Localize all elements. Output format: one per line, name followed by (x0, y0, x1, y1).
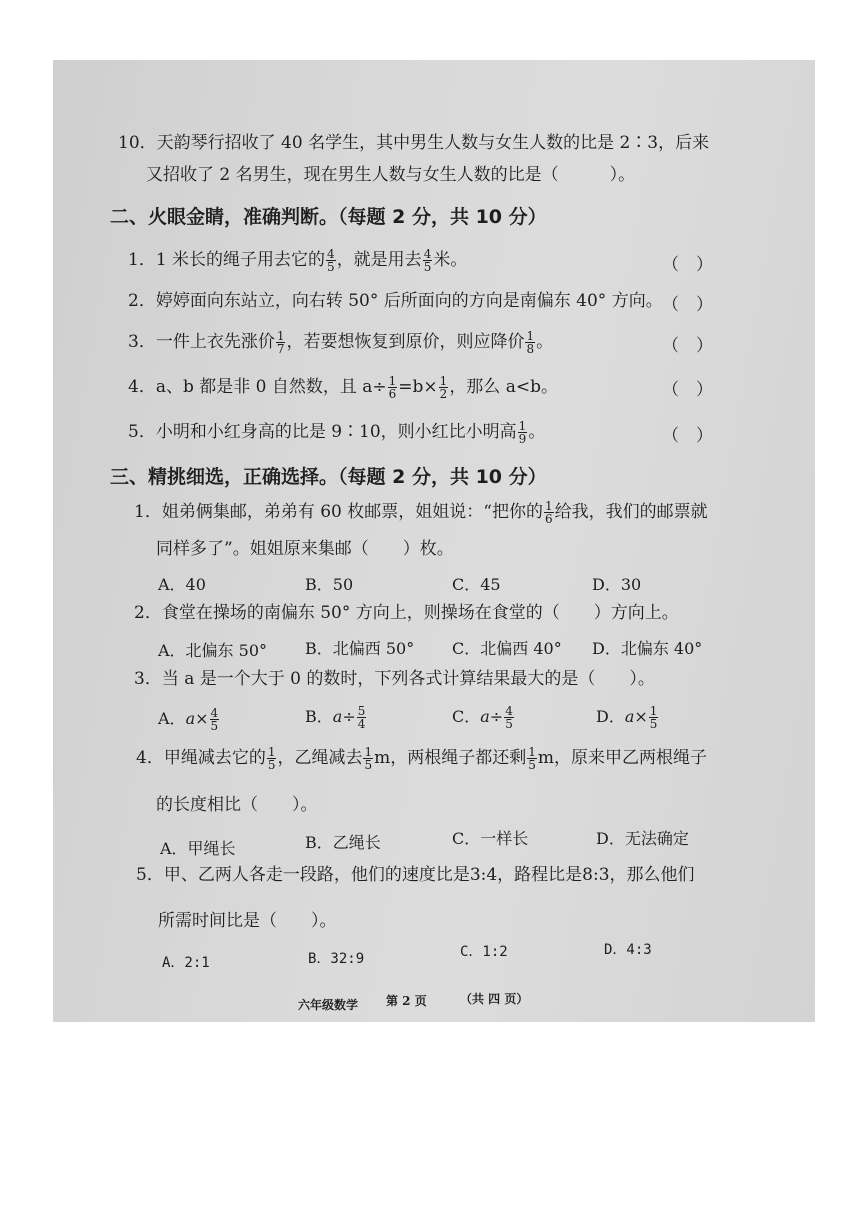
fraction: $\frac{1}{8}$ (526, 329, 535, 356)
q3-option-b[interactable]: B．a÷ $\frac{5}{4}$ (305, 704, 366, 731)
fraction: $\frac{1}{5}$ (364, 745, 373, 772)
answer-blank[interactable]: （ ） (662, 255, 713, 275)
q5-option-c[interactable]: C．1:2 (460, 944, 508, 960)
answer-blank[interactable]: （ ） (662, 426, 713, 446)
s2-item1: 1．1 米长的绳子用去它的 $\frac{4}{5}$ ，就是用去 $\frac{4}{5}$ 米。 (128, 247, 468, 274)
fraction: $\frac{1}{9}$ (518, 419, 527, 446)
q10-line2: 又招收了 2 名男生，现在男生人数与女生人数的比是（ ）。 (146, 165, 636, 185)
answer-blank[interactable]: （ ） (662, 295, 713, 315)
s2-item2: 2．婷婷面向东站立，向右转 50° 后所面向的方向是南偏东 40° 方向。 (128, 291, 663, 311)
s3-q4-line1: 4．甲绳减去它的 $\frac{1}{5}$ ，乙绳减去 $\frac{1}{5}$ m，两根绳子都还剩 $\frac{1}{5}$ m，原来甲乙两根绳子 (136, 745, 707, 772)
q4-option-d[interactable]: D．无法确定 (596, 829, 689, 848)
q5-option-a[interactable]: A．2:1 (162, 955, 210, 971)
q4-option-a[interactable]: A．甲绳长 (160, 839, 236, 858)
q5-option-b[interactable]: B．32:9 (308, 951, 365, 967)
q1-option-b[interactable]: B．50 (305, 575, 354, 594)
footer-page-number: 第 2 页 (386, 994, 427, 1008)
fraction: $\frac{4}{5}$ (327, 247, 335, 274)
footer-subject: 六年级数学 (298, 998, 359, 1012)
fraction: $\frac{1}{5}$ (649, 704, 658, 731)
s3-q3-text: 3．当 a 是一个大于 0 的数时，下列各式计算结果最大的是（ ）。 (134, 669, 655, 689)
fraction: $\frac{1}{6}$ (388, 374, 397, 401)
q10-line1: 10．天韵琴行招收了 40 名学生，其中男生人数与女生人数的比是 2∶3，后来 (118, 133, 710, 153)
q2-option-c[interactable]: C．北偏西 40° (452, 639, 562, 658)
footer-total-pages: （共 四 页） (460, 992, 529, 1006)
section2-header: 二、火眼金睛，准确判断。（每题 2 分，共 10 分） (110, 206, 547, 228)
s2-item4: 4．a、b 都是非 0 自然数，且 a÷ $\frac{1}{6}$ =b× $\frac{1}{2}$ ，那么 a<b。 (128, 374, 558, 401)
q4-option-b[interactable]: B．乙绳长 (305, 833, 381, 852)
fraction: $\frac{1}{2}$ (439, 374, 448, 401)
s2-item3: 3．一件上衣先涨价 $\frac{1}{7}$ ，若要想恢复到原价，则应降价 $\frac{1}{8}$ 。 (128, 329, 554, 356)
fraction: $\frac{1}{5}$ (528, 745, 536, 772)
s3-q5-line1: 5．甲、乙两人各走一段路，他们的速度比是3:4，路程比是8:3，那么他们 (136, 865, 695, 885)
s3-q5-line2: 所需时间比是（ ）。 (158, 911, 337, 931)
q3-option-c[interactable]: C．a÷ $\frac{4}{5}$ (452, 704, 513, 731)
q3-option-a[interactable]: A．a× $\frac{4}{5}$ (158, 706, 219, 733)
q5-option-d[interactable]: D．4:3 (604, 942, 652, 958)
q1-option-d[interactable]: D．30 (592, 575, 642, 594)
s3-q2-text: 2．食堂在操场的南偏东 50° 方向上，则操场在食堂的（ ）方向上。 (134, 603, 679, 623)
fraction: $\frac{5}{4}$ (357, 704, 366, 731)
q2-option-a[interactable]: A．北偏东 50° (158, 641, 268, 660)
s3-q4-line2: 的长度相比（ ）。 (156, 795, 318, 815)
s2-item5: 5．小明和小红身高的比是 9∶10，则小红比小明高 $\frac{1}{9}$ 。 (128, 419, 546, 446)
fraction: $\frac{1}{5}$ (267, 745, 276, 772)
section3-header: 三、精挑细选，正确选择。（每题 2 分，共 10 分） (110, 466, 547, 488)
answer-blank[interactable]: （ ） (662, 380, 713, 400)
q3-option-d[interactable]: D．a× $\frac{1}{5}$ (596, 704, 658, 731)
s3-q1-line1: 1．姐弟俩集邮，弟弟有 60 枚邮票，姐姐说：“把你的 $\frac{1}{6}$ 给我，我们的邮票就 (134, 499, 708, 526)
q1-option-a[interactable]: A．40 (158, 575, 206, 594)
fraction: $\frac{4}{5}$ (423, 247, 432, 274)
answer-blank[interactable]: （ ） (662, 336, 713, 356)
fraction: $\frac{4}{5}$ (210, 706, 219, 733)
q2-option-d[interactable]: D．北偏东 40° (592, 639, 703, 658)
q2-option-b[interactable]: B．北偏西 50° (305, 639, 415, 658)
q1-option-c[interactable]: C．45 (452, 575, 501, 594)
s3-q1-line2: 同样多了”。姐姐原来集邮（ ）枚。 (156, 539, 454, 559)
q4-option-c[interactable]: C．一样长 (452, 829, 529, 848)
fraction: $\frac{4}{5}$ (505, 704, 513, 731)
fraction: $\frac{1}{6}$ (544, 499, 553, 526)
fraction: $\frac{1}{7}$ (276, 329, 285, 356)
